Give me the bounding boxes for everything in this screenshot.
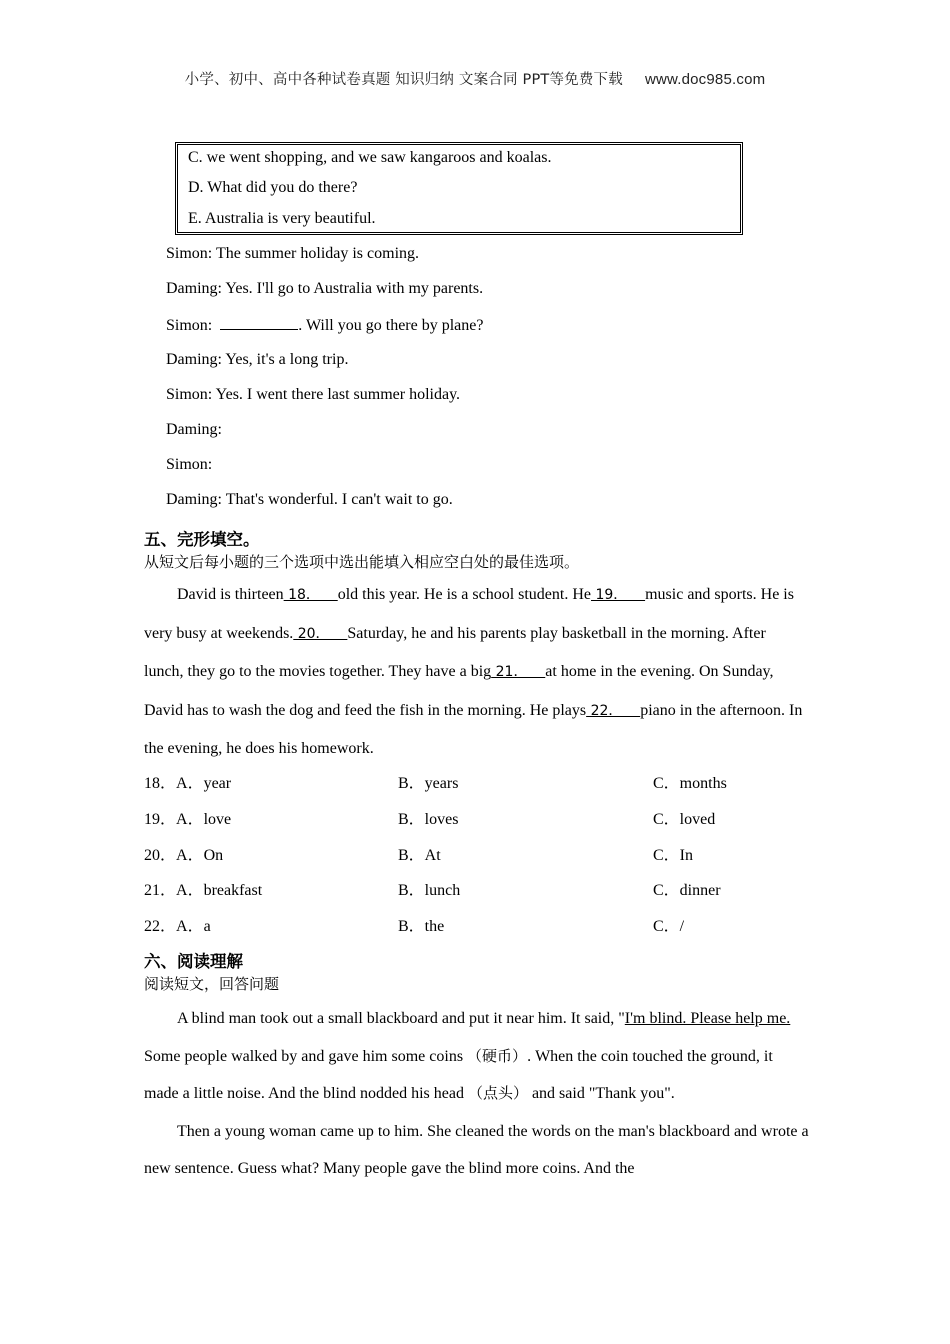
question-number: 18． — [144, 775, 177, 792]
passage-text: . When the coin touched the ground, it made a little noise. And the blind nodded his head — [144, 1047, 773, 1102]
page-header — [0, 68, 950, 89]
option-a: A．On — [176, 847, 224, 864]
option-b: B．the — [398, 918, 445, 935]
passage-text: Saturday, he and his parents play basketball in the morning. After lunch, they go to the movies together. They have a big — [144, 624, 766, 680]
option-a: A．year — [176, 775, 232, 792]
passage-text: and said "Thank you". — [527, 1085, 675, 1102]
dialogue-line: Simon: The summer holiday is coming. — [166, 245, 420, 262]
option-a: A．love — [176, 811, 232, 828]
dialogue-line: Simon: — [166, 456, 213, 473]
option-b: B．At — [398, 847, 441, 864]
option-c: C．/ — [653, 918, 685, 935]
question-18 — [144, 770, 231, 793]
dialogue-line: Simon: Yes. I went there last summer holiday. — [166, 386, 461, 403]
question-21 — [144, 877, 262, 900]
option-a: A．a — [176, 918, 211, 935]
section6-instruction: 阅读短文，回答问题 — [144, 975, 280, 993]
option-box — [175, 142, 743, 235]
dialogue-line-blank — [166, 315, 483, 335]
passage-text: Then a young woman came up to him. She cleaned the words on the man's blackboard and wrote a new sentence. Guess what? Many people gave the blind more coins. And the — [144, 1122, 809, 1177]
option-a: A．breakfast — [176, 882, 263, 899]
option-c: C．dinner — [653, 882, 721, 899]
section5-instruction: 从短文后每小题的三个选项中选出能填入相应空白处的最佳选项。 — [144, 553, 580, 571]
blank-21: 21． — [491, 664, 546, 680]
blackboard-words: I'm blind. Please help me. — [624, 1010, 791, 1027]
question-19 — [144, 806, 231, 829]
option-b: B．loves — [398, 811, 459, 828]
passage-text: piano in the afternoon. In the evening, he does his homework. — [144, 701, 803, 757]
question-number: 20． — [144, 847, 177, 864]
dialogue-line: Daming: Yes. I'll go to Australia with my parents. — [166, 280, 484, 297]
blank-18: 18． — [283, 587, 338, 603]
header-text: 小学、初中、高中各种试卷真题 知识归纳 文案合同 PPT等免费下载 — [184, 72, 623, 88]
option-c: C．loved — [653, 811, 716, 828]
question-number: 21． — [144, 882, 177, 899]
question-20 — [144, 842, 223, 865]
passage-text: A blind man took out a small blackboard and put it near him. It said, " — [177, 1010, 625, 1027]
option-b: B．lunch — [398, 882, 461, 899]
passage-text: David is thirteen — [177, 586, 284, 603]
dialogue-line: Daming: — [166, 421, 222, 438]
cloze-passage — [144, 576, 809, 768]
section6-title: 六、阅读理解 — [144, 952, 243, 971]
option-c: C．In — [653, 847, 694, 864]
blank-19: 19． — [591, 587, 646, 603]
gloss-coins: （硬币） — [467, 1046, 528, 1065]
passage-text: Some people walked by and gave him some coins — [144, 1047, 468, 1065]
blank-22: 22． — [586, 702, 641, 719]
option-d: D. What did you do there? — [188, 179, 358, 196]
speaker: Simon: — [166, 317, 217, 334]
option-b: B．years — [398, 775, 459, 792]
option-e: E. Australia is very beautiful. — [188, 210, 376, 227]
reading-passage — [144, 1000, 809, 1188]
answer-blank — [220, 315, 298, 330]
gloss-nod: （点头） — [467, 1084, 528, 1102]
dialogue-line: Daming: That's wonderful. I can't wait to go. — [166, 491, 453, 508]
option-c: C. we went shopping, and we saw kangaroos and koalas. — [188, 149, 552, 166]
passage-text: music and sports. He is very busy at weekends. — [144, 586, 794, 642]
option-c: C．months — [653, 775, 727, 792]
dialogue-line: Daming: Yes, it's a long trip. — [166, 351, 349, 368]
blank-20: 20． — [293, 625, 348, 642]
question-number: 22． — [144, 918, 177, 935]
header-site: www.doc985.com — [644, 71, 766, 88]
question-number: 19． — [144, 811, 177, 828]
passage-text: at home in the evening. On Sunday, David has to wash the dog and feed the fish in the morning. He plays — [144, 663, 774, 719]
section5-title: 五、完形填空。 — [144, 530, 260, 549]
line-rest: . Will you go there by plane? — [298, 317, 484, 334]
passage-text: old this year. He is a school student. He — [337, 586, 592, 603]
question-22 — [144, 913, 211, 936]
